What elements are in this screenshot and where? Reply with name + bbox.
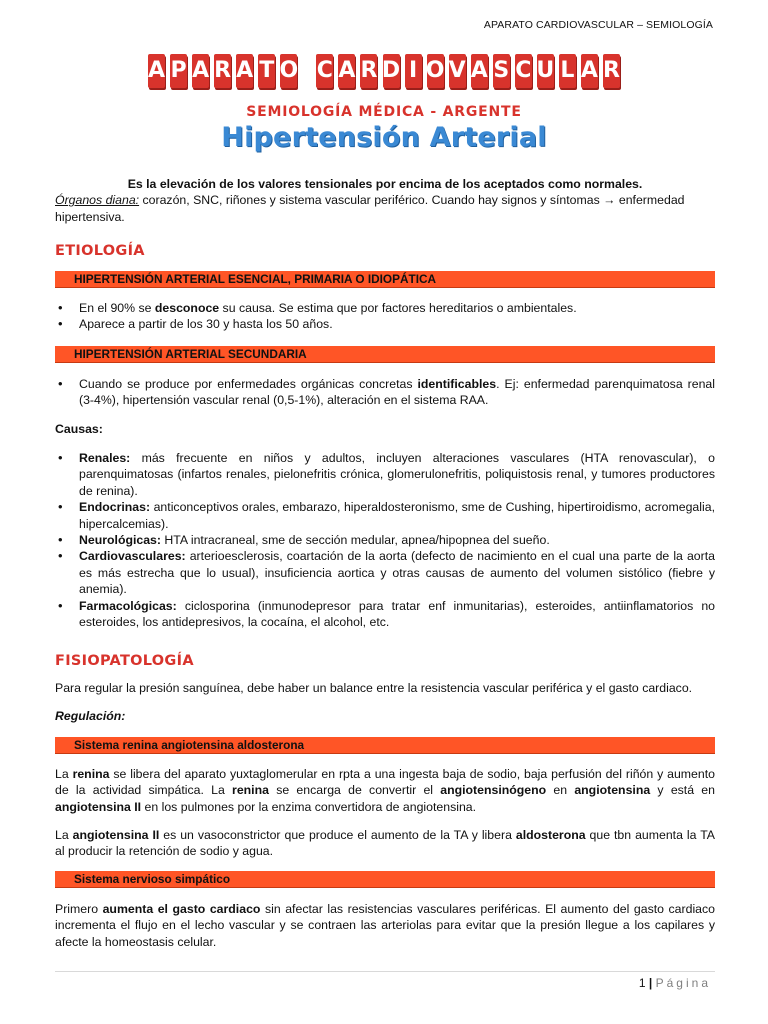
banner-letter: A bbox=[471, 54, 488, 88]
text: se encarga de convertir el bbox=[268, 783, 441, 798]
section-fisiopatologia: FISIOPATOLOGÍA bbox=[55, 653, 194, 669]
text-bold: angiotensina II bbox=[55, 799, 142, 814]
cause-item bbox=[55, 450, 715, 499]
banner-letter: P bbox=[170, 54, 187, 88]
target-organs-text: corazón, SNC, riñones y sistema vascular periférico. Cuando hay signos y síntomas → enfermedad hipertensiva. bbox=[55, 193, 685, 224]
banner-letter: O bbox=[427, 54, 444, 88]
text: La bbox=[55, 767, 73, 781]
banner-letter: R bbox=[360, 54, 377, 88]
text-bold: angiotensina bbox=[574, 783, 651, 798]
cause-text: anticonceptivos orales, embarazo, hiperaldosteronismo, sme de Cushing, hipertiroidismo, acromegalia, hipercalcemias). bbox=[79, 500, 715, 531]
text: se libera del aparato yuxtaglomerular en rpta a una ingesta baja de sodio, baja perfusión del riñón y aumento de la actividad simpática. La bbox=[55, 767, 715, 798]
sraa-paragraph-2 bbox=[55, 827, 715, 860]
banner-letter: A bbox=[338, 54, 355, 88]
definition: Es la elevación de los valores tensionales por encima de los aceptados como normales. bbox=[127, 177, 643, 191]
text: Cuando se produce por enfermedades orgánicas concretas bbox=[79, 377, 418, 391]
list-item: • Aparece a partir de los 30 y hasta los 50 años. bbox=[55, 316, 715, 332]
text-bold: aldosterona bbox=[515, 828, 586, 842]
footer-separator: | bbox=[648, 976, 653, 990]
cause-item bbox=[55, 548, 715, 597]
regulacion-label: Regulación: bbox=[55, 709, 126, 723]
subtitle: SEMIOLOGÍA MÉDICA - ARGENTE bbox=[246, 104, 522, 120]
cause-item bbox=[55, 532, 715, 548]
banner-letter: R bbox=[214, 54, 231, 88]
banner-letter: O bbox=[280, 54, 297, 88]
banner-letter: C bbox=[515, 54, 532, 88]
banner-letter: S bbox=[493, 54, 510, 88]
cause-text: ciclosporina (inmunodepresor para tratar enf inmunitarias), esteroides, antiinflamatorios no esteroides, los antidepresivos, la cocaína, el alcohol, etc. bbox=[79, 598, 715, 630]
banner-letter: C bbox=[316, 54, 333, 88]
secundaria-list bbox=[55, 376, 715, 409]
banner-letter: I bbox=[405, 54, 422, 88]
sns-paragraph bbox=[55, 901, 715, 950]
text-bold: aumenta el gasto cardiaco bbox=[102, 902, 261, 916]
text: La bbox=[55, 828, 73, 842]
bar-sraa: Sistema renina angiotensina aldosterona bbox=[55, 737, 715, 754]
causas-label: Causas: bbox=[55, 422, 103, 436]
list-item bbox=[55, 376, 715, 409]
list-item bbox=[55, 300, 715, 316]
banner-letter: A bbox=[192, 54, 209, 88]
page-title: Hipertensión Arterial bbox=[221, 122, 547, 153]
cause-label: Farmacológicas: bbox=[79, 598, 177, 613]
banner-letter: A bbox=[581, 54, 598, 88]
cause-label: Renales: bbox=[79, 451, 131, 465]
page-word: Página bbox=[655, 976, 711, 990]
text-bold: angiotensina II bbox=[72, 828, 160, 842]
banner-title bbox=[148, 54, 620, 90]
text-bold: desconoce bbox=[154, 301, 220, 315]
fisio-intro: Para regular la presión sanguínea, debe haber un balance entre la resistencia vascular periférica y el gasto cardiaco. bbox=[55, 681, 693, 695]
banner-letter: T bbox=[258, 54, 275, 88]
banner-letter: A bbox=[236, 54, 253, 88]
text: en bbox=[546, 783, 575, 798]
banner-letter: V bbox=[449, 54, 466, 88]
text-bold: identificables bbox=[417, 377, 497, 391]
banner-letter: U bbox=[537, 54, 554, 88]
banner-gap bbox=[302, 54, 311, 88]
cause-label: Cardiovasculares: bbox=[79, 549, 186, 564]
page-number: 1 bbox=[638, 976, 646, 990]
cause-text: HTA intracraneal, sme de sección medular, apnea/hipopnea del sueño. bbox=[161, 533, 550, 548]
causas-list bbox=[55, 450, 715, 630]
text: es un vasoconstrictor que produce el aumento de la TA y libera bbox=[159, 828, 516, 842]
sraa-paragraph-1 bbox=[55, 766, 715, 815]
text-bold: angiotensinógeno bbox=[440, 783, 547, 798]
banner-letter: R bbox=[603, 54, 620, 88]
text: sin afectar las resistencias vasculares periféricas. El aumento del gasto cardiaco incrementa el flujo en el lecho vascular y se contraen las arteriolas para evitar que la presión llegue a los capilares y afecte la homeostasis celular. bbox=[55, 902, 715, 949]
cause-item bbox=[55, 598, 715, 631]
banner-letter: L bbox=[559, 54, 576, 88]
intro-block bbox=[55, 176, 715, 225]
bar-hta-esencial: HIPERTENSIÓN ARTERIAL ESENCIAL, PRIMARIA O IDIOPÁTICA bbox=[55, 271, 715, 288]
bar-sns: Sistema nervioso simpático bbox=[55, 871, 715, 888]
section-etiologia: ETIOLOGÍA bbox=[55, 243, 145, 259]
esencial-list bbox=[55, 300, 715, 333]
footer-divider bbox=[55, 971, 715, 972]
text: Primero bbox=[55, 902, 103, 916]
text: su causa. Se estima que por factores hereditarios o ambientales. bbox=[219, 301, 577, 315]
page-footer bbox=[639, 975, 711, 991]
banner-letter: D bbox=[383, 54, 400, 88]
text-bold: renina bbox=[232, 783, 269, 798]
text: que tbn aumenta la TA al producir la retención de sodio y agua. bbox=[55, 828, 715, 859]
cause-label: Endocrinas: bbox=[79, 500, 151, 515]
bar-hta-secundaria: HIPERTENSIÓN ARTERIAL SECUNDARIA bbox=[55, 346, 715, 363]
cause-item bbox=[55, 499, 715, 532]
cause-label: Neurológicas: bbox=[79, 533, 161, 548]
text: y está en bbox=[650, 783, 715, 798]
banner-letter: A bbox=[148, 54, 165, 88]
running-header: APARATO CARDIOVASCULAR – SEMIOLOGÍA bbox=[483, 19, 713, 31]
cause-text: arterioesclerosis, coartación de la aorta (defecto de nacimiento en el cual una parte de la aorta es más estrecha que lo usual), insuficiencia aortica y otras causas de aumento del volumen sistólico (fiebre y anemia). bbox=[79, 549, 715, 597]
text: . Ej: enfermedad parenquimatosa renal (3-4%), hipertensión vascular renal (0,5-1%), alteración en el sistema RAA. bbox=[79, 377, 716, 408]
cause-text: más frecuente en niños y adultos, incluyen alteraciones vasculares (HTA renovascular), o parenquimatosas (infartos renales, pielonefritis crónica, glomerulonefritis, poliquistosis renal, y tumores productores de renina). bbox=[79, 451, 715, 498]
target-organs bbox=[55, 192, 715, 225]
target-organs-label: Órganos diana: bbox=[55, 193, 140, 208]
text-bold: renina bbox=[72, 767, 110, 781]
text: en los pulmones por la enzima convertidora de angiotensina. bbox=[141, 799, 477, 814]
text: En el 90% se bbox=[79, 301, 155, 315]
